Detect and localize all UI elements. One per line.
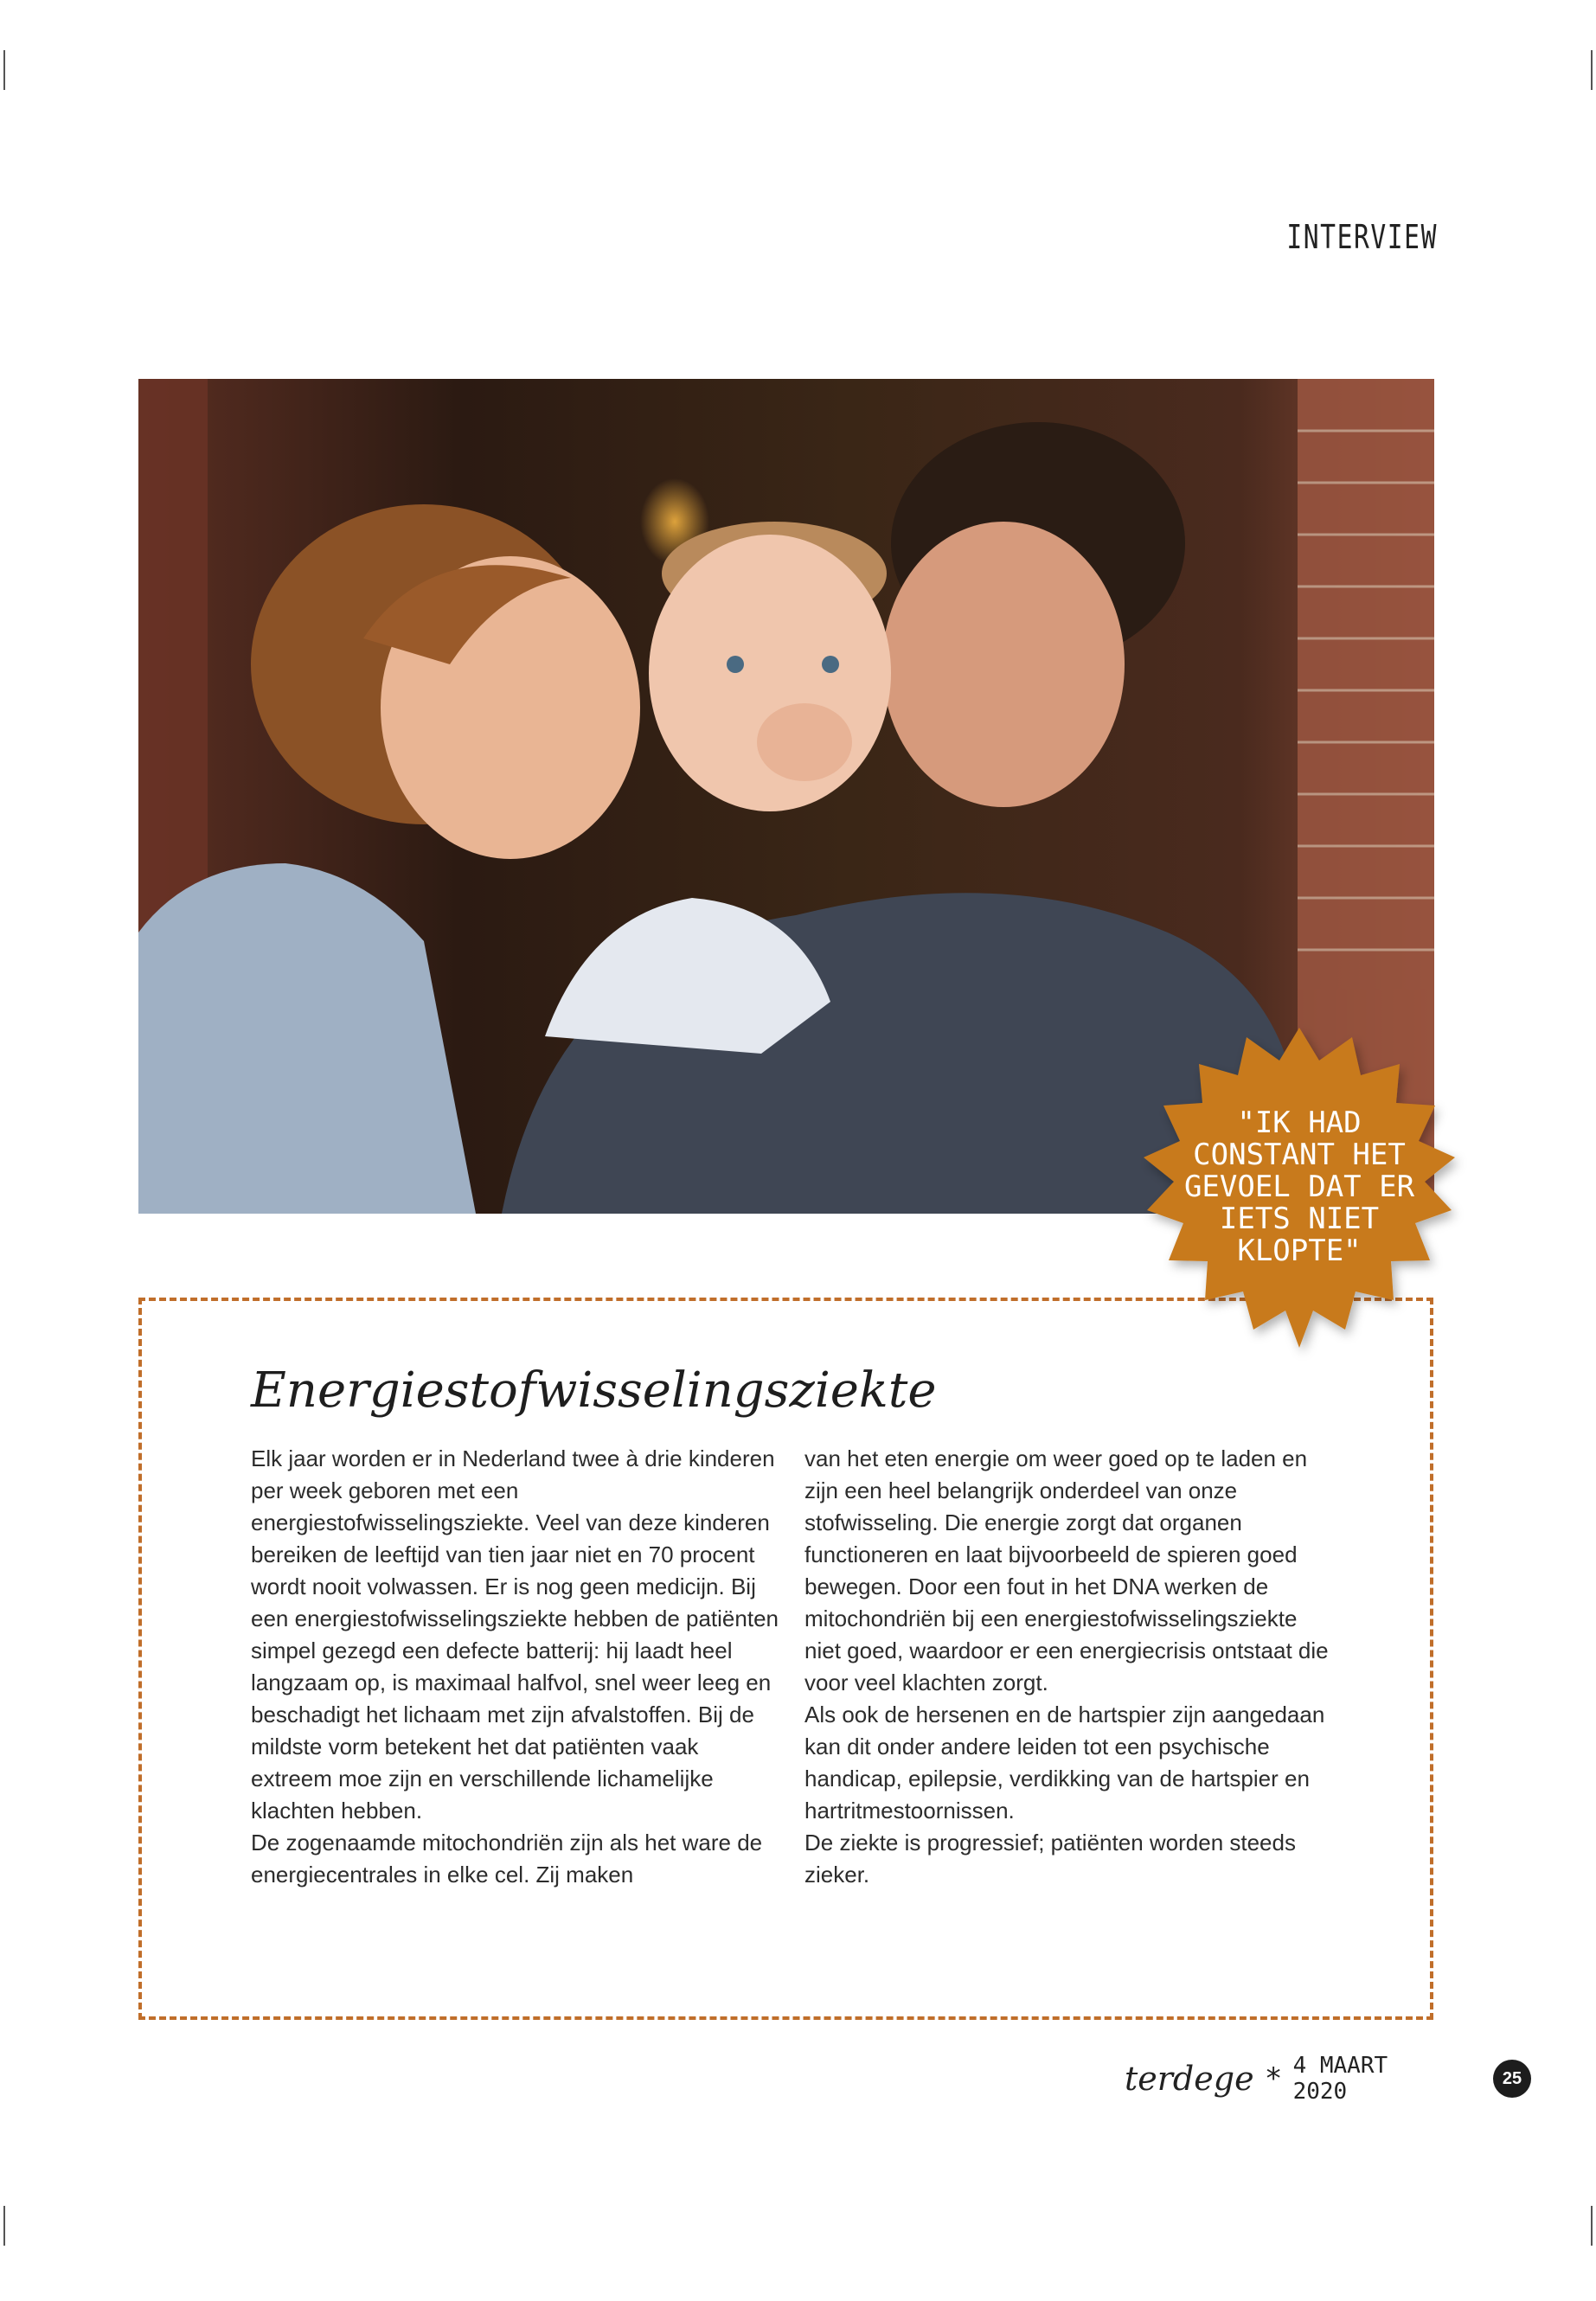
paragraph: De ziekte is progressief; patiënten worden steeds zieker. (804, 1830, 1296, 1888)
section-label: INTERVIEW (1286, 218, 1438, 256)
crop-mark-bottom-right (1591, 2206, 1593, 2246)
pull-quote: "IK HAD CONSTANT HET GEVOEL DAT ER IETS NIET KLOPTE" (1183, 1106, 1415, 1268)
crop-mark-top-left (3, 50, 5, 90)
footer-separator: * (1266, 2061, 1281, 2096)
paragraph: De zogenaamde mitochondriën zijn als het ware de energiecentrales in elke cel. Zij maken (251, 1830, 763, 1888)
paragraph: van het eten energie om weer goed op te laden en zijn een heel belangrijk onderdeel van onze stofwisseling. Die energie zorgt dat organen functioneren en laat bijvoorbeeld de spieren goed bewegen. Door een fout in het DNA werken de mitochondriën bij een energiestofwisselingsziekte niet goed, waardoor er een energiecrisis ontstaat die voor veel klachten zorgt. (804, 1445, 1329, 1695)
article-column-left (251, 1443, 779, 1891)
article-column-right (804, 1443, 1332, 1891)
article-heading: Energiestofwisselingsziekte (251, 1362, 937, 1419)
paragraph: Elk jaar worden er in Nederland twee à drie kinderen per week geboren met een energiestofwisselingsziekte. Veel van deze kinderen bereiken de leeftijd van tien jaar niet en 70 procent wordt nooit volwassen. Er is nog geen medicijn. Bij een energiestofwisselingsziekte hebben de patiënten simpel gezegd een defecte batterij: hij laadt heel langzaam op, is maximaal halfvol, snel weer leeg en beschadigt het lichaam met zijn afvalstoffen. Bij de mildste vorm betekent het dat patiënten vaak extreem moe zijn en verschillende lichamelijke klachten hebben. (251, 1445, 779, 1823)
paragraph: Als ook de hersenen en de hartspier zijn aangedaan kan dit onder andere leiden tot een psychische handicap, epilepsie, verdikking van de hartspier en hartritmestoornissen. (804, 1702, 1325, 1823)
issue-date: 4 MAART 2020 (1292, 2053, 1388, 2105)
page-number: 25 (1493, 2060, 1531, 2098)
page-footer (1125, 2053, 1438, 2105)
crop-mark-bottom-left (3, 2206, 5, 2246)
magazine-logo: terdege (1125, 2060, 1254, 2098)
crop-mark-top-right (1591, 50, 1593, 90)
